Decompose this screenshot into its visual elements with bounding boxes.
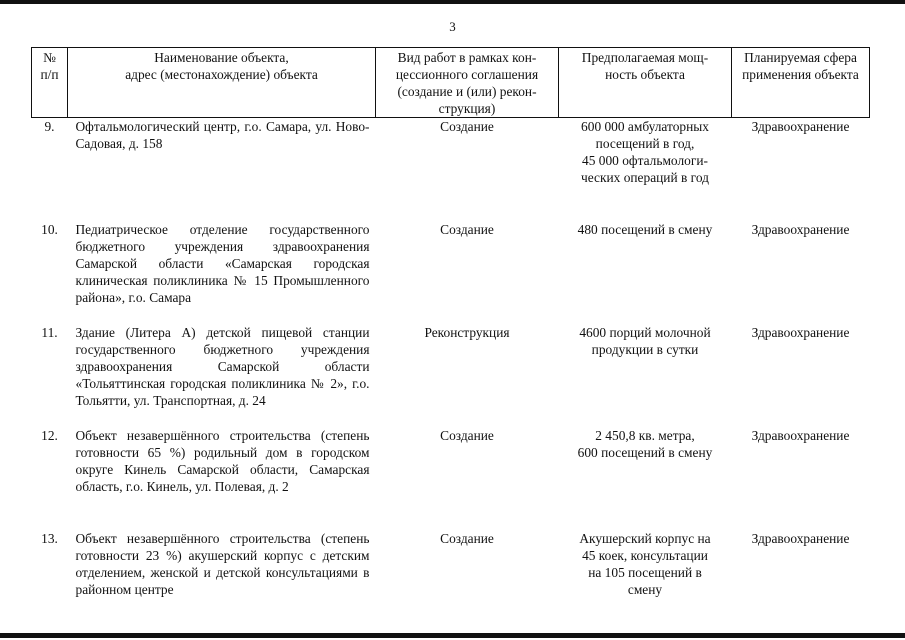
capacity-line: продукции в сутки [591,341,699,357]
capacity-line: 45 000 офтальмологи- [582,153,708,168]
capacity-line: 600 посещений в смену [577,444,713,460]
table-row [32,324,870,427]
header-capacity-line: ность объекта [605,67,685,82]
capacity-line: 480 посещений в смену [577,221,713,237]
row-number: 10. [41,221,58,237]
page-number: 3 [449,19,456,34]
capacity-line: 45 коек, консультации [582,547,708,563]
table-row [32,427,870,530]
application-sphere: Здравоохранение [751,530,850,546]
capacity-line: 4600 порций молочной [579,324,711,340]
object-name: Объект незавершённого строительства (степень готовности 23 %) акушерский корпус с детским отделением, женской и детской консультациями в районном центре [75,530,370,597]
top-border-line [0,0,905,4]
header-sphere-line: применения объекта [742,67,859,82]
object-name: Объект незавершённого строительства (степень готовности 65 %) родильный дом в городском округе Кинель Самарской области, Самарская область, г.о. Кинель, ул. Полевая, д. 2 [75,427,370,494]
work-type: Создание [440,530,494,546]
header-work-line: струкция) [438,101,496,116]
header-name-line: Наименование объекта, [154,50,289,65]
table-row [32,530,870,633]
row-number: 11. [41,324,58,340]
capacity-line: 600 000 амбулаторных [581,119,709,134]
object-name: Офтальмологический центр, г.о. Самара, ул. Ново-Садовая, д. 158 [75,119,370,151]
work-type: Создание [440,427,494,443]
object-name: Здание (Литера А) детской пищевой станции государственного бюджетного учреждения здравоохранения Самарской области «Тольяттинская городская поликлиника № 2», г.о. Тольятти, ул. Транспортная, д. 24 [75,324,370,408]
header-capacity-line: Предполагаемая мощ- [581,50,709,65]
capacity-line: на 105 посещений в [588,564,702,580]
object-name: Педиатрическое отделение государственного бюджетного учреждения здравоохранения Самарской области «Самарская городская клиническая поликлиника № 15 Промышленного района», г.о. Самара [75,221,370,305]
object-capacity [559,324,732,427]
header-work-line: Вид работ в рамках кон- [397,50,537,65]
application-sphere: Здравоохранение [751,221,850,237]
header-name [68,48,376,118]
header-work-line: (создание и (или) рекон- [397,84,537,99]
object-capacity [559,427,732,530]
work-type: Создание [440,119,494,134]
header-num-line: № [43,50,56,65]
object-capacity [559,118,732,221]
application-sphere: Здравоохранение [751,427,850,443]
row-number: 13. [41,530,58,546]
application-sphere: Здравоохранение [751,119,850,134]
header-sphere [732,48,870,118]
header-work-type [376,48,559,118]
row-number: 12. [41,427,58,443]
bottom-border-line [0,633,905,638]
object-capacity [559,530,732,633]
table-row [32,118,870,221]
header-num [32,48,68,118]
work-type: Реконструкция [424,324,510,340]
header-name-line: адрес (местонахождение) объекта [125,67,318,82]
capacity-line: 2 450,8 кв. метра, [595,427,695,443]
table-row [32,221,870,324]
row-number: 9. [44,119,55,134]
application-sphere: Здравоохранение [751,324,850,340]
object-capacity [559,221,732,324]
objects-table [31,47,870,633]
capacity-line: посещений в год, [595,136,695,151]
header-work-line: цессионного соглашения [395,67,539,82]
work-type: Создание [440,221,494,237]
table-header-row [32,48,870,118]
capacity-line: Акушерский корпус на [579,530,711,546]
capacity-line: ческих операций в год [581,170,709,185]
capacity-line: смену [627,581,663,597]
header-num-line: п/п [40,67,59,82]
header-sphere-line: Планируемая сфера [744,50,857,65]
header-capacity [559,48,732,118]
